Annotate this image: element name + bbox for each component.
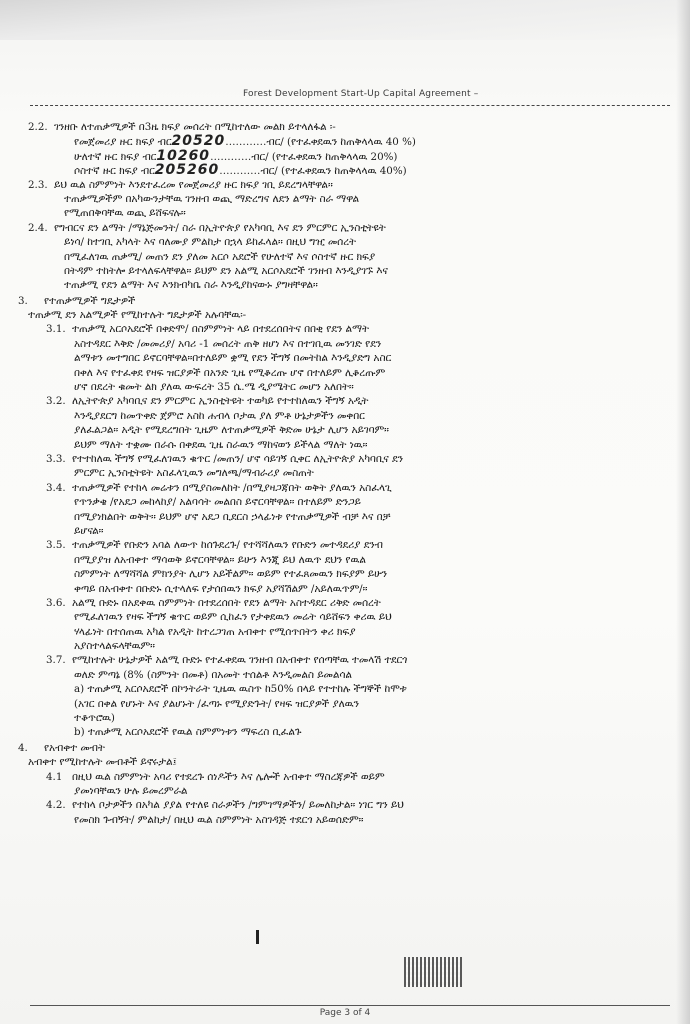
clause-text: በሚያያዝ ለአብቀተ ማሳወቅ ይኖርባቸዋል። ይሁን እንጂ ይህ ለዉጥ ደህን የዉል — [74, 553, 366, 566]
footer-rule — [30, 1005, 670, 1006]
text-line — [18, 192, 678, 206]
clause-text: ገንዘቡ ለተጠቃሚዎች በ3ዜ ክፍያ መሰረት በሚከተለው መልክ ይተላለፋል ፡- — [54, 121, 336, 133]
text-line — [18, 653, 678, 667]
clause-text: በሚያነክልበት ወቅት። ይህም ሆኖ አደጋ ቢደርስ ኃላፊነቱ የተጠቃሚዎች ብቻ እና በቻ — [74, 510, 391, 523]
clause-text: የአብቀተ መብት — [44, 741, 105, 754]
clause-text: አብቀተ የሚከተሉት መብቶች ይኖሩታል፤ — [28, 756, 177, 769]
clause-text: በትዳም ተከትሎ ይተላለፍላቸዋል። ይህም ደን አልሚ አርሶአደሮች ገንዘብ እንዲያገኙ እና — [64, 264, 388, 277]
clause-text: ተጠቃሚዎች የቡድን አባል ለውጥ ከሰጉደረጉ/ የተሻሻለዉን የቡድን መተዳደሪያ ደንብ — [72, 539, 383, 552]
text-line — [18, 178, 678, 192]
clause-number: 3.6. — [46, 596, 66, 609]
handwritten-amount: 205260 — [154, 163, 220, 178]
clause-number: 3.4. — [46, 481, 66, 494]
clause-number: 2.2. — [28, 121, 48, 133]
text-line — [18, 163, 678, 177]
clause-text: የተከላ ቦታዎችን በአካል ያያል የተለዩ ስራዎችን /ግምገማዎችን/ ይመለከታል። ነገር ግን ይህ — [72, 799, 404, 812]
clause-text: አስተዳደር እቅድ /መመሪያ/ አባሪ -1 መሰረት ጠቅ ዘሆነ እና በተገቢዉ መንገድ የደን — [74, 337, 382, 350]
text-line — [18, 725, 678, 739]
clause-text: የተጠቃሚዎች ግዴታዎች — [44, 294, 136, 307]
text-line — [18, 452, 678, 466]
text-line — [18, 798, 678, 812]
text-line — [18, 596, 678, 610]
text-line — [18, 668, 678, 682]
text-line — [18, 697, 678, 711]
clause-text: ሃላፊነት በተሰጠዉ አካል የአዲት ከተረጋገጠ አብቀተ የሚሰጥበትን ቀሪ ክፍያ — [74, 625, 356, 638]
text-line — [18, 495, 678, 509]
clause-text: ቀጣይ በአብቀተ በቡድኑ ሲተላለፍ የታሰበዉን ክፍያ አያሻሽልም /አይለዉጥም/። — [74, 582, 368, 595]
clause-text: ልማቱን መተግበር ይኖርባቸዋል።በተለይም ቋሚ የደን ችግኝ በመትከል እንዲያድግ አስር — [74, 352, 392, 365]
text-line — [18, 206, 678, 220]
clause-text: ተጠቃሚዎች የተከላ መሬቱን በሚያስመለከት /በሚያዛጋጃበት ወቅት ያለዉን አስፈላጊ — [72, 481, 392, 494]
clause-text: የሚፈለገዉን የዛፍ ችግኝ ቁጥር ወይም ሲከፈን የታቀደዉን መሬት ሳይሸፍን ቀሪዉ ይህ — [74, 611, 392, 624]
clause-text: ምርምር ኢንስቲትዩት አስፈላጊዉን መግለጫ/ማብራሪያ መስጠት — [74, 467, 314, 480]
clause-text: አልሚ ቡድኑ በአደቀዉ ስምምነት በተደረሰበት የደን ልማት አስተዳደር ሪቅድ መሰረት — [72, 596, 381, 609]
clause-text: ወለድ ምጣኔ (8% (ስምንት በመቶ) በአመት ተሰልቶ እንዲመልስ ይመልሳል — [74, 668, 352, 681]
clause-number: 2.3. — [28, 178, 48, 191]
clause-text: ተቆጥሮዉ) — [74, 712, 115, 725]
clause-text: ሶስተኛ ዙር ክፍያ ብር — [74, 165, 155, 178]
header-rule — [30, 105, 670, 106]
clause-text: በቀለ እና የተፈቀደ የዛፍ ዝርያዎች በአንድ ጊዜ የሚቆረጡ ሆኖ በተለይም ሊቆረጡም — [74, 366, 386, 379]
handwritten-amount: 10260 — [156, 148, 211, 164]
clause-text: ተጠቃሚዎችም በአካውንታቸዉ ገንዘብ ወጪ ማድረግና ለደን ልማት ስራ ማዋል — [64, 192, 360, 205]
clause-text: ተጠቃሚ አርሶአደሮች በቀድሞ/ በስምምነት ላይ በተደረሰበትና በበቂ የደን ልማት — [72, 323, 369, 336]
clause-text: b) ተጠቃሚ አርሶአደሮች የዉል ስምምነቱን ማፍረስ ቢፈልጉ — [74, 726, 302, 739]
text-line — [18, 510, 678, 524]
text-line — [18, 380, 678, 394]
text-line — [18, 625, 678, 639]
clause-text: ይህም ማለት ተቋሙ በራሱ በቀደዉ ጊዜ ስራዉን ማከናወን ይችላል ማለት ነዉ። — [74, 438, 368, 451]
clause-text-after: …………ብር/ (የተፈቀደዉን ከጠቅላላዉ 20%) — [210, 150, 398, 163]
handwritten-amount: 20520 — [171, 134, 226, 149]
text-line — [18, 438, 678, 452]
text-line — [18, 741, 678, 755]
clause-number: 4.2. — [46, 799, 66, 812]
clause-text: ሆኖ በደረት ቁመት ልክ ያለዉ ውፍረት 35 ሴ.ሜ ዲያሜትር መሆን አለበት። — [74, 381, 354, 394]
clause-text: በሚፈለገዉ ጠቃሚ/ መጠን ደን ያለመ አርሶ አደሮች የሁለተኛ እና ሶስተኛ ዙር ክፍያ — [64, 250, 376, 263]
text-line — [18, 235, 678, 249]
clause-text: ሁለተኛ ዙር ክፍያ ብር — [74, 150, 157, 163]
text-line — [18, 813, 678, 827]
clause-text: የተተከለዉ ችግኝ የሚፈለገዉን ቁጥር /መጠን/ ሆኖ ሳይገኝ ሲቀር ለኢትዮጵያ አካባቢና ደን — [72, 452, 403, 465]
text-line — [18, 337, 678, 351]
text-line — [18, 553, 678, 567]
text-line — [18, 294, 678, 308]
clause-text: የሚከተሉት ሁኔታዎች አልሚ ቡድኑ የተፈቀደዉ ገንዘብ በአብቀተ የሰጣቸዉ ተመላሽ ተደርጎ — [72, 654, 408, 667]
page-number: Page 3 of 4 — [319, 1008, 371, 1018]
text-line — [18, 755, 678, 769]
clause-text: ተጠቃሚ ደን አልሚዎች የሚከተሉት ግዴታዎች አሉባቸዉ፡- — [28, 309, 247, 322]
text-line — [18, 784, 678, 798]
text-line — [18, 538, 678, 552]
clause-number: 3.2. — [46, 395, 66, 408]
qr-code-stamp — [404, 957, 462, 987]
text-line — [18, 582, 678, 596]
text-line — [18, 120, 678, 134]
text-line — [18, 134, 678, 148]
text-line — [18, 322, 678, 336]
clause-text: የጥንቃቄ /የአደጋ መከላከያ/ አልባሳት መልበስ ይኖርባቸዋል። በተለይም ድንጋይ — [74, 496, 361, 509]
clause-text: ስምምነት ለማሻሻል ምክንያት ሊሆን አይችልም። ወይም የተፈጸመዉን ክፍያም ይሁን — [74, 568, 388, 581]
text-line — [18, 351, 678, 365]
text-line — [18, 394, 678, 408]
document-header: Forest Development Start-Up Capital Agreement – — [243, 89, 479, 99]
text-line — [18, 250, 678, 264]
clause-text: ለኢትዮጵያ አካባቢና ደን ምርምር ኢንስቲትዩት ተወካይ የተተከለዉን ችግኝ አዲት — [72, 395, 369, 408]
text-line — [18, 423, 678, 437]
text-line — [18, 610, 678, 624]
clause-text-after: …………ብር/ (የተፈቀደዉን ከጠቅላላዉ 40 %) — [225, 136, 416, 149]
clause-text: የሚጠበቅባቸዉ ወጪ ይሸፍናሉ። — [64, 207, 186, 220]
clause-text: ተጠቃሚ የደን ልማት እና እንክብካቤ ስራ እንዲያከናውኑ ያግዛቸዋል። — [64, 279, 318, 292]
text-line — [18, 409, 678, 423]
clause-number: 4.1 — [46, 770, 63, 783]
clause-text: የግብርና ደን ልማት /ማኔጅመንት/ ስራ በኢትዮጵያ የአካባቢ እና ደን ምርምር ኢንስቲትዩት — [54, 221, 386, 234]
page-edge-shadow — [676, 0, 690, 1024]
text-line — [18, 682, 678, 696]
clause-text: ያመነባቸዉን ሁሉ ይመረምራል — [74, 784, 188, 797]
text-line — [18, 466, 678, 480]
clause-text: የመስክ ጉብኝት/ ምልከታ/ በዚህ ዉል ስምምነት አስገዳጅ ተደርጎ አይወሰድም። — [74, 813, 364, 826]
clause-text: በዚህ ዉል ስምምነት አባሪ የተደረጉ ሰነዶችን እና ሌሎች አብቀተ ማስረጃዎች ወይም — [72, 770, 385, 783]
text-line — [18, 524, 678, 538]
text-line — [18, 308, 678, 322]
clause-number: 3.1. — [46, 323, 66, 336]
page-fold-shadow — [0, 0, 690, 40]
text-line — [18, 639, 678, 653]
clause-text: (አገር በቀል የሆኑት እና ያልሆኑት /ፈጣኑ የሚያድጉት/ የዛፍ ዝርያዎች ያለዉን — [74, 697, 359, 710]
ink-mark — [256, 930, 259, 944]
text-line — [18, 481, 678, 495]
text-line — [18, 149, 678, 163]
clause-number: 3.7. — [46, 654, 66, 667]
document-body — [18, 120, 678, 827]
text-line — [18, 711, 678, 725]
text-line — [18, 770, 678, 784]
text-line — [18, 567, 678, 581]
clause-number: 2.4. — [28, 221, 48, 234]
text-line — [18, 221, 678, 235]
clause-number: 3.5. — [46, 539, 66, 552]
clause-text: ይሆናል። — [74, 524, 104, 537]
text-line — [18, 278, 678, 292]
clause-text: a) ተጠቃሚ አርሶአደሮች በኮንትራት ጊዜዉ ዉስጥ ከ50% በላይ የተተከሉ ችግኞች ከሞቱ — [74, 683, 407, 696]
text-line — [18, 366, 678, 380]
clause-text: እንዲያደርግ ከመጥቀድ ጀምሮ አስከ ሐብላ ቦታዉ ያለ ምቶ ሁኔታዎችን መቀበር — [74, 409, 365, 422]
clause-text: ይነሳ/ ከተገቢ አካላት እና ባለሙያ ምልከታ በኋላ ይከፈላል። በዚህ ግዢ መሰረት — [64, 236, 356, 249]
clause-number: 4. — [18, 741, 28, 754]
clause-number: 3. — [18, 294, 28, 307]
clause-text-after: …………ብር/ (የተፈቀደዉን ከጠቅላላዉ 40%) — [219, 165, 407, 178]
clause-number: 3.3. — [46, 452, 66, 465]
clause-text: ያለፈልጋል። አዲት የሚደረግበት ጊዜም ለተጠቃሚዎች ቅድመ ሁኔታ ሊሆን አይገባም። — [74, 424, 389, 437]
clause-text: አያስተላልፍላቸዉም። — [74, 640, 155, 653]
text-line — [18, 264, 678, 278]
clause-text: ይህ ዉል ስምምነት እንደተፈረመ የመጀመሪያ ዙር ክፍያ ገቢ ይደረግላቸዋል። — [54, 178, 333, 191]
clause-text: የመጀመሪያ ዙር ክፍያ ብር — [74, 136, 172, 149]
